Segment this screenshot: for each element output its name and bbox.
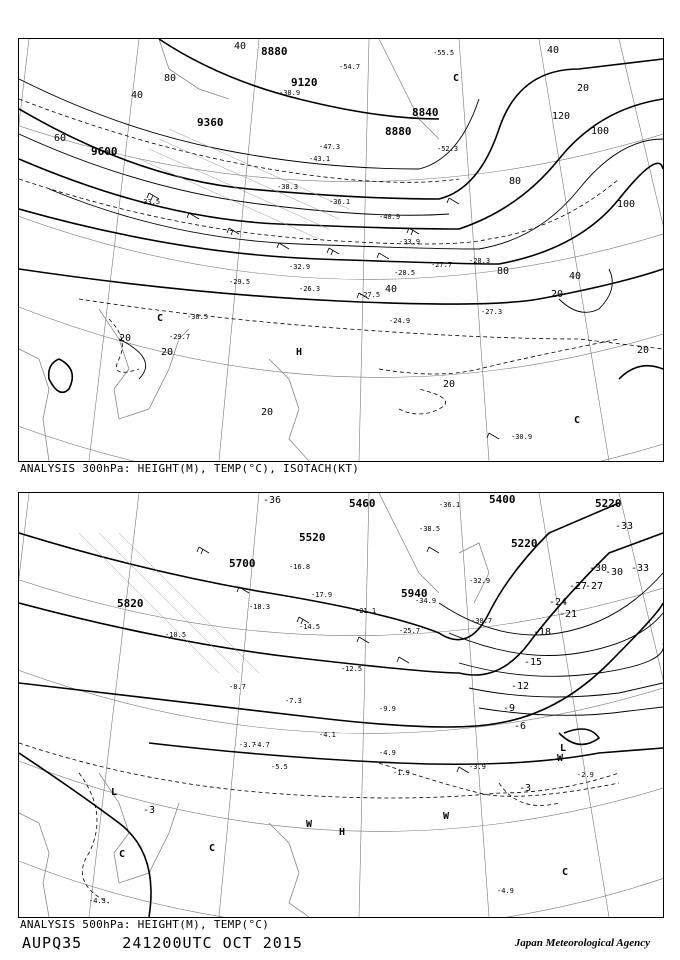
height-label: 5460 <box>349 497 376 510</box>
low-center-marker: L <box>560 743 567 754</box>
isotach-label: 100 <box>617 199 636 210</box>
cold-center-marker: C <box>453 73 460 84</box>
station-value: -36.1 <box>439 501 461 509</box>
temp-contour-label: -6 <box>514 721 527 732</box>
station-value: -4.9 <box>497 887 514 895</box>
height-label: 5820 <box>117 597 144 610</box>
height-label: 5220 <box>595 497 622 510</box>
map-500hpa <box>19 493 663 917</box>
temp-label: -55.5 <box>433 49 455 57</box>
temp-label: -43.1 <box>309 155 331 163</box>
station-value: -3.7 <box>239 741 256 749</box>
isotach-label: 80 <box>164 73 177 84</box>
temp-contour-label: -15 <box>524 657 543 668</box>
temp-contour-label: -27 <box>569 581 588 592</box>
station-value: -34.9 <box>415 597 437 605</box>
isotach-label: 40 <box>234 41 247 52</box>
temp-label: -38.9 <box>279 89 301 97</box>
height-label: 5520 <box>299 531 326 544</box>
height-label: 5220 <box>511 537 538 550</box>
temp-label: -30.5 <box>187 313 209 321</box>
temp-label: -33.9 <box>399 238 421 246</box>
isotach-label: 20 <box>443 379 456 390</box>
temp-contour-label: -27 <box>585 581 604 592</box>
temp-label: -29.5 <box>229 278 251 286</box>
isotach-label: 80 <box>497 266 510 277</box>
temp-contour-label: -33 <box>615 521 634 532</box>
cold-center-marker: C <box>157 313 164 324</box>
chart-500hpa <box>18 492 664 918</box>
temp-contours-500 <box>439 573 663 715</box>
station-value: -9.9 <box>379 705 396 713</box>
temp-label: -27.5 <box>359 291 381 299</box>
height-label: 9120 <box>291 76 318 89</box>
jet-hatch-300 <box>139 129 349 239</box>
temp-label: -32.9 <box>289 263 311 271</box>
isotach-label: 40 <box>569 271 582 282</box>
map-300hpa <box>19 39 663 461</box>
temp-label: -28.3 <box>469 257 491 265</box>
station-value: -12.5 <box>341 665 363 673</box>
height-label: 8840 <box>412 106 439 119</box>
isotach-label: 40 <box>131 90 144 101</box>
low-center-marker: L <box>111 787 118 798</box>
height-label: 9360 <box>197 116 224 129</box>
temp-label: -40.9 <box>379 213 401 221</box>
isotach-label: 20 <box>119 333 132 344</box>
station-value: -21.1 <box>355 607 377 615</box>
station-value: -10.5 <box>165 631 187 639</box>
temp-label: -52.3 <box>437 145 459 153</box>
station-value: -4.3 <box>89 897 106 905</box>
station-value: -30.7 <box>471 617 493 625</box>
temp-contour-label: -21 <box>559 609 578 620</box>
warm-center-marker: W <box>443 811 450 822</box>
height-label: 5400 <box>489 493 516 506</box>
temp-contour-label: -30 <box>605 567 624 578</box>
temp-label: -38.3 <box>277 183 299 191</box>
caption-300hpa: ANALYSIS 300hPa: HEIGHT(M), TEMP(°C), ISOTACH(KT) <box>20 462 360 475</box>
temp-contour-labels-500 <box>143 495 649 816</box>
warm-center-marker: W <box>557 753 564 764</box>
temp-contour-label: -3 <box>519 783 532 794</box>
temp-contour-label: -30 <box>589 563 608 574</box>
isotach-labels-300 <box>54 41 649 418</box>
temp-dashed-500 <box>19 743 619 903</box>
height-label: 8880 <box>261 45 288 58</box>
caption-500hpa: ANALYSIS 500hPa: HEIGHT(M), TEMP(°C) <box>20 918 270 931</box>
temp-contour-label: -18 <box>533 627 552 638</box>
temp-contour-label: -12 <box>511 681 530 692</box>
station-value: -4.7 <box>253 741 270 749</box>
cold-center-marker: C <box>119 849 126 860</box>
temp-label: -28.5 <box>394 269 416 277</box>
warm-center-marker: W <box>306 819 313 830</box>
station-value: -14.5 <box>299 623 321 631</box>
isotach-label: 20 <box>577 83 590 94</box>
temp-label: -30.9 <box>511 433 533 441</box>
cold-center-marker: C <box>562 867 569 878</box>
temp-label: -47.3 <box>319 143 341 151</box>
isotach-label: 20 <box>261 407 274 418</box>
temp-contour-label: -33 <box>631 563 650 574</box>
isotach-label: 20 <box>161 347 174 358</box>
station-value: -2.9 <box>577 771 594 779</box>
hatch-500 <box>79 533 259 673</box>
isotach-label: 20 <box>551 289 564 300</box>
station-value: -4.1 <box>319 731 336 739</box>
cold-center-marker: C <box>574 415 581 426</box>
temp-label: -29.7 <box>169 333 191 341</box>
station-value: -17.9 <box>311 591 333 599</box>
height-contours-500 <box>19 503 663 917</box>
bulletin-code: AUPQ35 241200UTC OCT 2015 <box>22 934 303 952</box>
height-label: 5940 <box>401 587 428 600</box>
temp-label: -33.5 <box>139 198 161 206</box>
cold-center-marker: C <box>209 843 216 854</box>
chart-300hpa <box>18 38 664 462</box>
temp-contour-label: -3 <box>143 805 156 816</box>
height-label: 5700 <box>229 557 256 570</box>
isotach-label: 40 <box>385 284 398 295</box>
temp-contour-label: -9 <box>503 703 516 714</box>
station-value: -25.7 <box>399 627 421 635</box>
temp-label: -24.9 <box>389 317 411 325</box>
height-contours-300 <box>19 39 663 392</box>
temp-label: -54.7 <box>339 63 361 71</box>
isotach-label: 120 <box>552 111 571 122</box>
station-value: -18.3 <box>249 603 271 611</box>
isotach-label: 40 <box>547 45 560 56</box>
station-value: -5.5 <box>271 763 288 771</box>
height-label: 8880 <box>385 125 412 138</box>
wind-barbs-500 <box>197 547 469 773</box>
temp-label: -36.1 <box>329 198 351 206</box>
graticule-500 <box>19 493 663 917</box>
isotach-label: 60 <box>54 133 67 144</box>
temp-contour-label: -24 <box>549 597 568 608</box>
agency-name: Japan Meteorological Agency <box>514 937 650 949</box>
height-label: 9600 <box>91 145 118 158</box>
high-center-marker: H <box>339 827 346 838</box>
isotach-label: 20 <box>637 345 650 356</box>
station-value: -7.3 <box>285 697 302 705</box>
isotach-label: 80 <box>509 176 522 187</box>
temp-contour-label: -36 <box>263 495 282 506</box>
station-value: -8.7 <box>229 683 246 691</box>
station-value: -16.8 <box>289 563 311 571</box>
station-value: -32.9 <box>469 577 491 585</box>
high-center-marker: H <box>296 347 303 358</box>
station-value: -38.5 <box>419 525 441 533</box>
temp-label: -27.3 <box>481 308 503 316</box>
station-values-500 <box>89 501 594 905</box>
height-labels-300 <box>91 45 439 158</box>
height-labels-500 <box>117 493 622 610</box>
isotach-label: 100 <box>591 126 610 137</box>
station-value: -3.9 <box>469 763 486 771</box>
coastline-300 <box>19 39 439 461</box>
station-value: -1.9 <box>393 769 410 777</box>
temp-label: -27.7 <box>431 261 453 269</box>
station-value: -4.9 <box>379 749 396 757</box>
temp-label: -26.3 <box>299 285 321 293</box>
